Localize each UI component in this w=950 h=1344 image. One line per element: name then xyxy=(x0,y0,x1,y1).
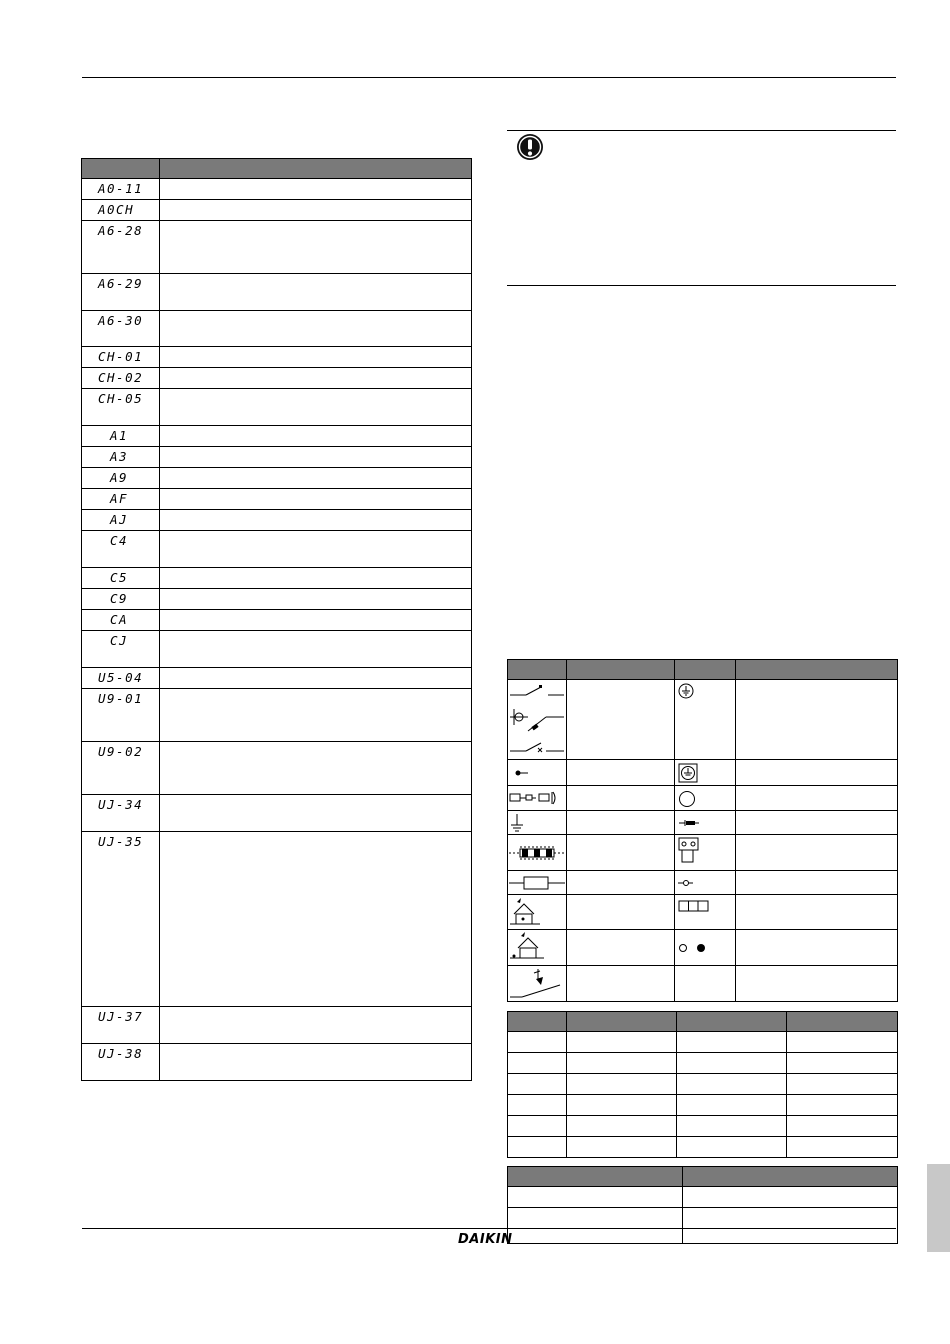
table-row xyxy=(82,832,472,1007)
terminal-dot-icon xyxy=(508,761,566,785)
pin-circle-icon xyxy=(675,937,735,959)
color-table xyxy=(507,1011,898,1158)
notice-bottom-rule xyxy=(507,285,896,286)
error-code: U5-04 xyxy=(82,668,160,689)
protective-earth-icon xyxy=(675,680,735,699)
table-row xyxy=(82,200,472,221)
thermal-switch-icon xyxy=(508,737,566,759)
surge-protector-icon xyxy=(508,967,566,1001)
fuse-icon xyxy=(508,872,566,894)
table-row xyxy=(508,966,898,1002)
table-row xyxy=(508,760,898,786)
table-row xyxy=(82,389,472,426)
table-row xyxy=(508,1208,898,1244)
outdoor-unit-icon xyxy=(508,932,566,964)
field-wiring-shielded-icon xyxy=(508,842,566,864)
section-tab xyxy=(927,1164,950,1252)
error-code: AJ xyxy=(82,510,160,531)
table-row xyxy=(508,1137,898,1158)
error-code: A6-28 xyxy=(82,221,160,274)
table-row xyxy=(508,871,898,895)
legend-table xyxy=(507,1166,898,1244)
table-header xyxy=(82,159,472,179)
table-row xyxy=(508,895,898,930)
table-row xyxy=(82,510,472,531)
error-code: A9 xyxy=(82,468,160,489)
table-row xyxy=(82,179,472,200)
error-code: C5 xyxy=(82,568,160,589)
error-code: CH-02 xyxy=(82,368,160,389)
ground-icon xyxy=(508,812,566,834)
top-rule xyxy=(82,77,896,78)
table-row xyxy=(82,489,472,510)
wire-connector-icon xyxy=(675,812,735,834)
table-row xyxy=(508,1095,898,1116)
terminal-strip-icon xyxy=(675,895,735,912)
table-row xyxy=(82,447,472,468)
pressure-switch-icon xyxy=(508,707,566,737)
error-code-table xyxy=(81,158,472,1081)
error-code: CA xyxy=(82,610,160,631)
table-row xyxy=(508,1116,898,1137)
error-code: CJ xyxy=(82,631,160,668)
error-code: A6-29 xyxy=(82,274,160,311)
table-row xyxy=(82,221,472,274)
table-header xyxy=(508,660,898,680)
indoor-unit-icon xyxy=(508,896,566,928)
error-code: CH-01 xyxy=(82,347,160,368)
table-row xyxy=(508,786,898,811)
table-row xyxy=(508,1053,898,1074)
error-code: A0CH xyxy=(82,200,160,221)
wiring-symbols-table xyxy=(507,659,898,1002)
notice-top-rule xyxy=(507,130,896,131)
table-row xyxy=(82,347,472,368)
exclamation-circle-icon xyxy=(516,133,544,165)
relay-terminal-icon xyxy=(675,835,735,863)
noiseless-earth-icon xyxy=(675,762,735,783)
table-header xyxy=(508,1167,898,1187)
table-row xyxy=(82,631,472,668)
table-row xyxy=(82,1007,472,1044)
table-row xyxy=(508,835,898,871)
table-header xyxy=(508,1012,898,1032)
table-row xyxy=(82,668,472,689)
error-code: U9-01 xyxy=(82,689,160,742)
error-code: U9-02 xyxy=(82,742,160,795)
table-row xyxy=(82,589,472,610)
error-code: A1 xyxy=(82,426,160,447)
error-code: UJ-34 xyxy=(82,795,160,832)
table-row xyxy=(508,930,898,966)
table-row xyxy=(82,795,472,832)
table-row xyxy=(508,1074,898,1095)
table-row xyxy=(82,689,472,742)
error-code: A3 xyxy=(82,447,160,468)
table-row xyxy=(82,274,472,311)
table-row xyxy=(82,531,472,568)
table-row xyxy=(82,610,472,631)
table-row xyxy=(82,311,472,347)
error-code: UJ-38 xyxy=(82,1044,160,1081)
table-row xyxy=(508,1032,898,1053)
table-row xyxy=(82,568,472,589)
table-row xyxy=(82,468,472,489)
error-code: AF xyxy=(82,489,160,510)
table-row xyxy=(508,1187,898,1208)
table-row xyxy=(82,368,472,389)
error-code: A0-11 xyxy=(82,179,160,200)
error-code: UJ-35 xyxy=(82,832,160,1007)
table-row xyxy=(82,1044,472,1081)
wire-circle-icon xyxy=(675,789,735,808)
daikin-logo: DAIKIN xyxy=(458,1232,513,1247)
table-row xyxy=(508,811,898,835)
error-code: CH-05 xyxy=(82,389,160,426)
switch-icon xyxy=(508,681,566,707)
error-code: C4 xyxy=(82,531,160,568)
table-row xyxy=(82,742,472,795)
terminal-icon xyxy=(675,872,735,894)
table-row xyxy=(508,680,898,760)
error-code: C9 xyxy=(82,589,160,610)
connector-icon xyxy=(508,787,566,809)
error-code: A6-30 xyxy=(82,311,160,347)
error-code: UJ-37 xyxy=(82,1007,160,1044)
table-row xyxy=(82,426,472,447)
